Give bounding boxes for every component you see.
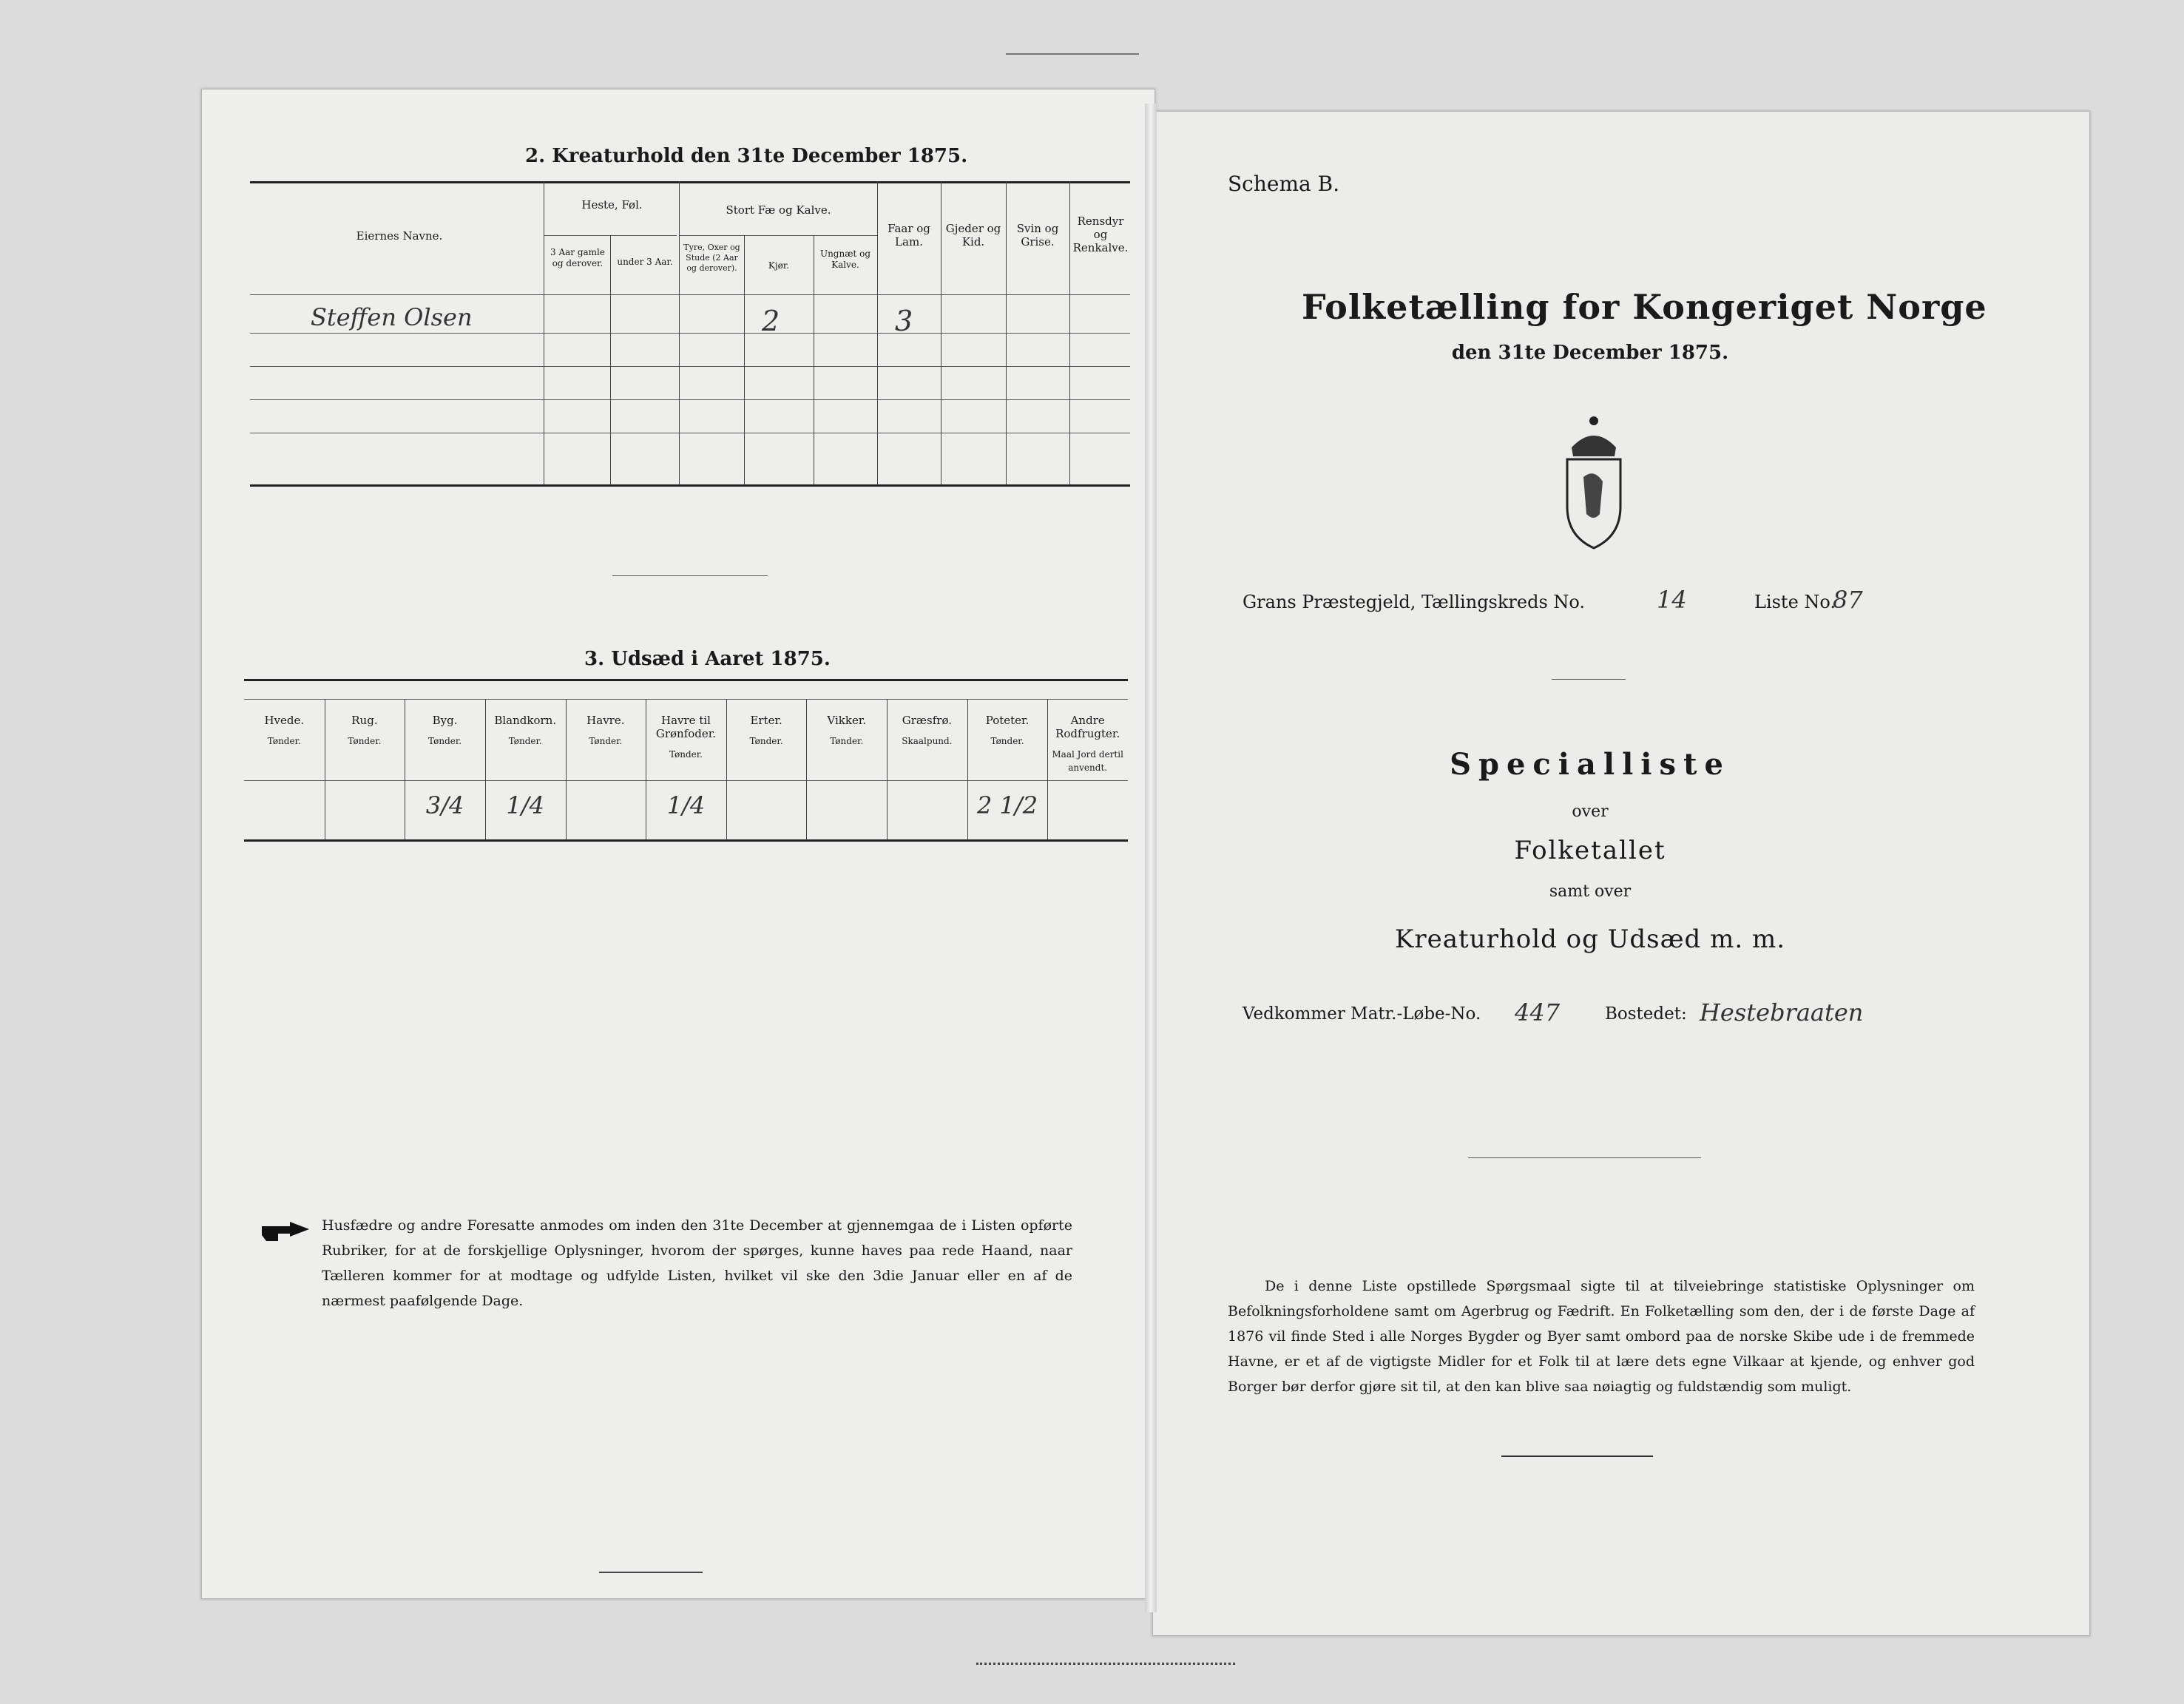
- notice-text: Husfædre og andre Foresatte anmodes om inden den 31te December at gjennemgaa de i Listen opførte Rubriker, for at de forskjellige Oplysninger, hvorom der spørges, kunne haves paa rede Haand, naar Tælleren kommer for at modtage og udfylde Listen, hvilket vil ske den 3die Januar eller en af de nærmest paafølgende Dage.: [322, 1217, 1072, 1309]
- header-goats: Gjeder og Kid.: [945, 222, 1001, 248]
- book-spine: [1145, 104, 1157, 1612]
- bottom-rule-left: [599, 1572, 703, 1573]
- seed-header-crop: Havre.: [586, 714, 625, 727]
- col-line: [1069, 181, 1070, 484]
- table-header-rule: [250, 294, 1130, 295]
- specialliste-title: Specialliste: [1450, 747, 1731, 782]
- district-no: 14: [1657, 586, 1687, 614]
- sheep-value: 3: [895, 305, 913, 337]
- seed-table: [244, 699, 1128, 839]
- seed-header-crop: Havre til Grønfoder.: [655, 714, 717, 740]
- kreaturhold-label: Kreaturhold og Udsæd m. m.: [1394, 924, 1785, 954]
- col-line: [1006, 181, 1007, 484]
- top-mark: [1006, 53, 1139, 55]
- col-line: [679, 181, 680, 484]
- seed-header-unit: Tønder.: [830, 736, 864, 746]
- cattle-subheader-rule: [679, 235, 877, 236]
- cows-value: 2: [762, 305, 780, 337]
- coat-of-arms-icon: [1549, 410, 1638, 554]
- separator-rule: [1468, 1157, 1701, 1158]
- section2-title: 2. Kreaturhold den 31te December 1875.: [525, 145, 968, 167]
- section3-title: 3. Udsæd i Aaret 1875.: [584, 648, 831, 670]
- matr-label: Vedkommer Matr.-Løbe-No.: [1243, 1004, 1481, 1024]
- seed-header-crop: Hvede.: [264, 714, 305, 727]
- row-rule: [250, 366, 1130, 367]
- samt-over-label: samt over: [1549, 882, 1632, 901]
- seed-header-unit: Tønder.: [508, 736, 542, 746]
- seed-header-unit: Tønder.: [990, 736, 1024, 746]
- seed-header-crop: Andre Rodfrugter.: [1055, 714, 1120, 740]
- bottom-mark: [976, 1663, 1235, 1665]
- seed-header-crop: Blandkorn.: [494, 714, 557, 727]
- header-horses-under3: under 3 Aar.: [617, 257, 673, 267]
- over-label: over: [1572, 802, 1609, 821]
- list-label: Liste No.: [1754, 592, 1836, 612]
- header-pigs: Svin og Grise.: [1016, 222, 1059, 248]
- header-sheep: Faar og Lam.: [888, 222, 930, 248]
- header-cattle: Stort Fæ og Kalve.: [726, 203, 831, 217]
- right-page: [1152, 111, 2090, 1636]
- bosted-label: Bostedet:: [1605, 1004, 1687, 1024]
- seed-header-crop: Vikker.: [827, 714, 867, 727]
- owner-name: Steffen Olsen: [311, 303, 473, 331]
- header-horses-3plus: 3 Aar gamle og derover.: [550, 247, 605, 268]
- col-line: [877, 181, 878, 484]
- seed-header-unit: Skaalpund.: [902, 736, 953, 746]
- seed-value: 1/4: [666, 791, 706, 819]
- seed-value: 1/4: [506, 791, 544, 819]
- parish-label: Grans Præstegjeld, Tællingskreds No.: [1243, 592, 1586, 612]
- header-horses: Heste, Føl.: [581, 198, 643, 212]
- header-young-calves: Ungnæt og Kalve.: [819, 248, 871, 270]
- folketallet-label: Folketallet: [1514, 836, 1666, 865]
- header-reindeer: Rensdyr og Renkalve.: [1072, 214, 1129, 254]
- seed-table-bottom-rule: [244, 839, 1128, 842]
- main-title: Folketælling for Kongeriget Norge: [1302, 287, 1987, 327]
- header-owners: Eiernes Navne.: [356, 229, 443, 243]
- separator-rule: [1552, 679, 1626, 680]
- seed-value: 2 1/2: [977, 791, 1038, 819]
- header-cows: Kjør.: [768, 260, 790, 271]
- col-line: [744, 235, 745, 484]
- seed-header-unit: Tønder.: [589, 736, 623, 746]
- table-top-rule: [250, 181, 1130, 183]
- seed-header-crop: Græsfrø.: [902, 714, 952, 727]
- seed-table-top-rule: [244, 679, 1128, 681]
- seed-header-unit: Tønder.: [428, 736, 462, 746]
- separator-rule: [612, 575, 768, 576]
- pointing-hand-icon: [260, 1219, 312, 1248]
- seed-header-crop: Erter.: [750, 714, 782, 727]
- row-rule: [250, 399, 1130, 400]
- matr-no: 447: [1515, 998, 1561, 1027]
- seed-header-unit: Tønder.: [669, 749, 703, 760]
- header-bulls: Tyre, Oxer og Stude (2 Aar og derover).: [683, 243, 740, 273]
- purpose-text: De i denne Liste opstillede Spørgsmaal sigte til at tilveiebringe statistiske Oplysninger om Befolkningsforholdene samt om Agerbrug og Fædrift. En Folketælling som den, der i de første Dage af 1876 vil finde Sted i alle Norges Bygder og Byer samt ombord paa de norske Skibe ude i de fremmede Havne, er et af de vigtigste Midler for et Folk til at lære dets egne Vilkaar at kjende, og enhver god Borger bør derfor gjøre sit til, at den kan blive saa nøiagtig og fuldstændig som muligt.: [1228, 1278, 1975, 1395]
- col-line: [610, 235, 611, 484]
- seed-value: 3/4: [425, 791, 464, 819]
- bosted-value: Hestebraaten: [1700, 998, 1864, 1027]
- seed-header-crop: Byg.: [432, 714, 458, 727]
- schema-label: Schema B.: [1228, 172, 1340, 196]
- seed-header-unit: Tønder.: [267, 736, 301, 746]
- subtitle: den 31te December 1875.: [1451, 342, 1729, 364]
- seed-header-crop: Rug.: [351, 714, 378, 727]
- row-rule: [250, 333, 1130, 334]
- table-bottom-rule: [250, 484, 1130, 487]
- bottom-rule-right: [1501, 1456, 1653, 1457]
- seed-header-unit: Tønder.: [749, 736, 783, 746]
- seed-header-unit: Maal Jord dertil anvendt.: [1052, 749, 1123, 773]
- list-no: 87: [1833, 586, 1863, 614]
- seed-header-unit: Tønder.: [348, 736, 382, 746]
- seed-header-crop: Poteter.: [985, 714, 1030, 727]
